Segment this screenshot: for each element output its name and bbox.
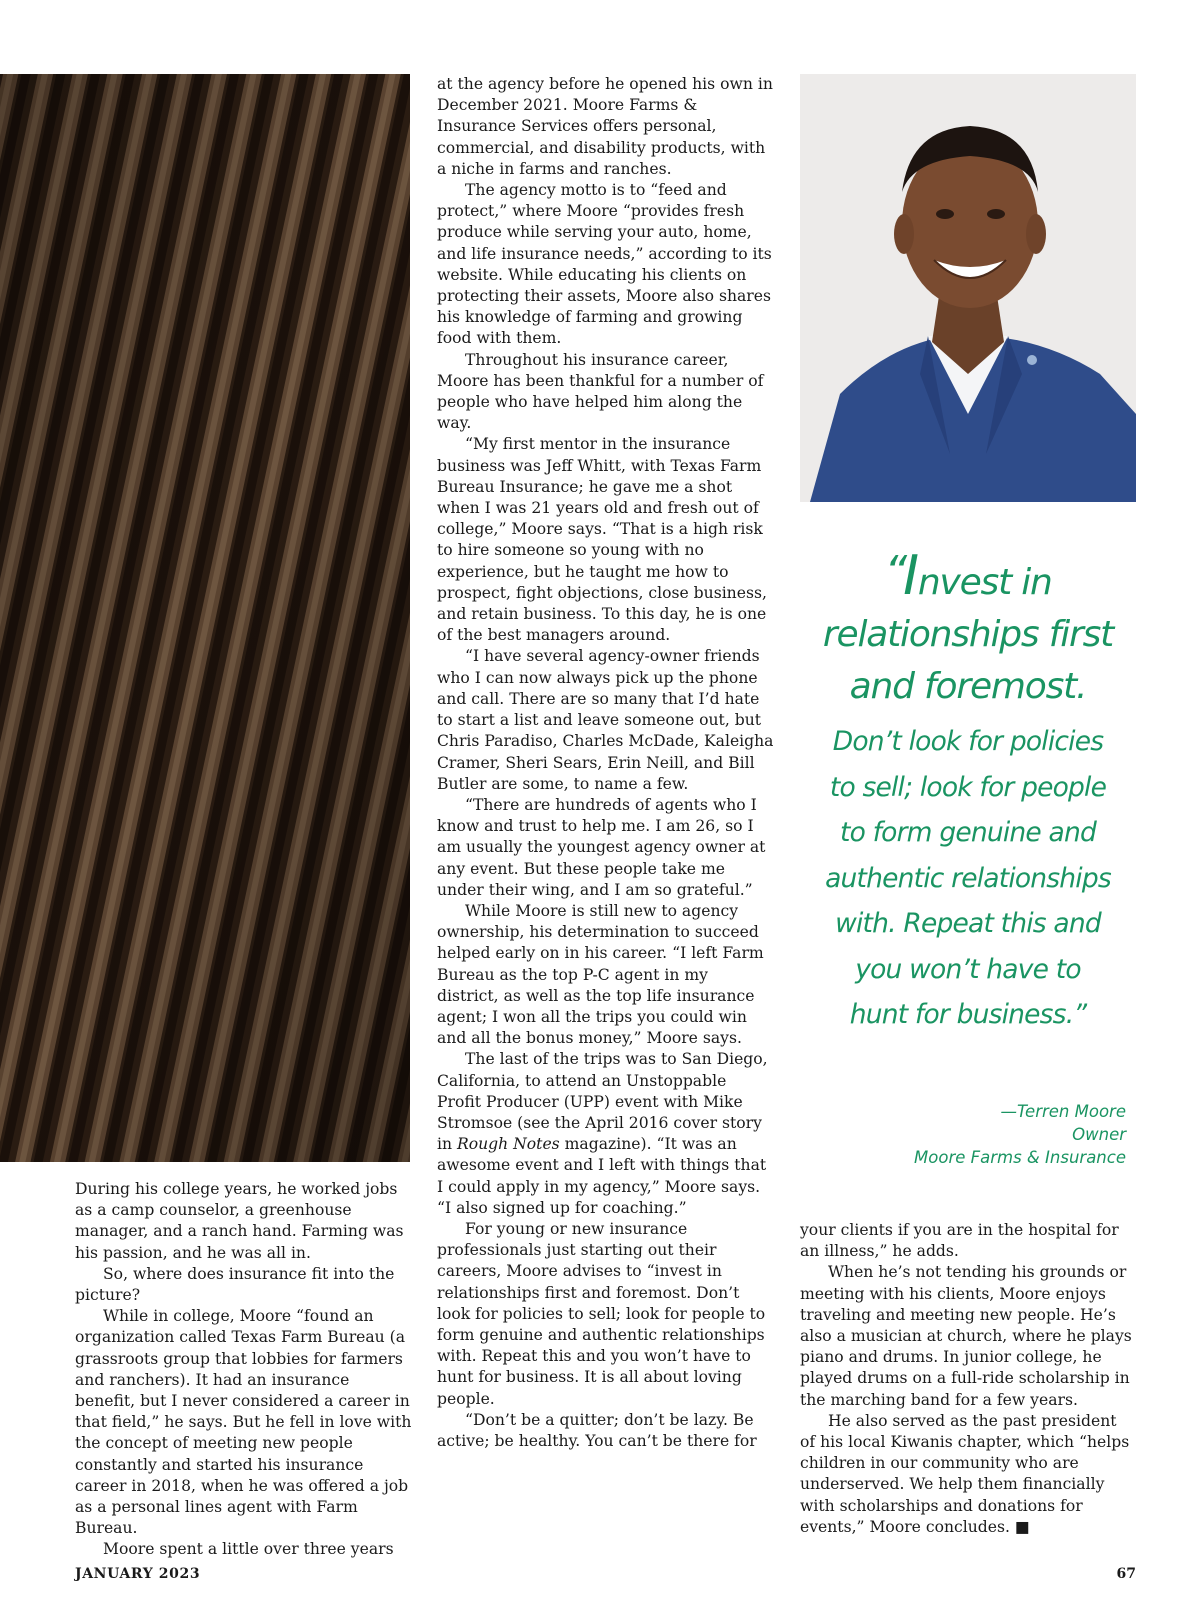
text-run: The last of the trips was to San Diego, California, to attend an Unstoppable Profit Producer (UPP) event with Mike Stromsoe (see the April 2016 cover story in bbox=[437, 1050, 768, 1154]
text-run: He also served as the past president of his local Kiwanis chapter, which “helps children in our community who are underserved. We help them financially with scholarships and donations for events,” Moore concludes. bbox=[800, 1411, 1130, 1536]
paragraph: your clients if you are in the hospital for an illness,” he adds. bbox=[800, 1221, 1119, 1261]
magazine-title: Rough Notes bbox=[457, 1135, 560, 1154]
pull-quote-line: to sell; look for people bbox=[829, 771, 1107, 803]
pull-quote-line: hunt for business.” bbox=[849, 999, 1087, 1030]
end-mark-icon: ■ bbox=[1014, 1517, 1030, 1536]
field-rows-graphic bbox=[0, 74, 410, 1162]
pull-quote-body bbox=[790, 719, 1146, 1038]
paragraph: “My first mentor in the insurance business was Jeff Whitt, with Texas Farm Bureau Insurance; he gave me a shot when I was 21 years old and fresh out of college,” Moore says. “That is a high risk to hire someone so young with no experience, but he taught me how to prospect, fight objections, close business, and retain business. To this day, he is one of the best managers around. bbox=[437, 435, 767, 645]
paragraph: For young or new insurance professionals just starting out their careers, Moore advises to “invest in relationships first and foremost. Don’t look for policies to sell; look for people to form genuine and authentic relationships with. Repeat this and you won’t have to hunt for business. It is all about loving people. bbox=[437, 1219, 766, 1408]
issue-date: JANUARY 2023 bbox=[75, 1566, 201, 1582]
paragraph: “I have several agency-owner friends who I can now always pick up the phone and call. There are so many that I’d hate to start a list and leave someone out, but Chris Paradiso, Charles McDade, Kaleigha Cramer, Sheri Sears, Erin Neill, and Bill Butler are some, to name a few. bbox=[437, 647, 774, 793]
attribution-company: Moore Farms & Insurance bbox=[914, 1148, 1126, 1167]
pull-quote-line: authentic relationships bbox=[825, 862, 1111, 894]
pull-quote-line: with. Repeat this and bbox=[835, 908, 1101, 939]
terren-moore-portrait bbox=[800, 74, 1136, 502]
paragraph: “Don’t be a quitter; don’t be lazy. Be active; be healthy. You can’t be there for bbox=[437, 1410, 757, 1450]
paragraph: So, where does insurance fit into the picture? bbox=[75, 1264, 395, 1305]
paragraph: During his college years, he worked jobs as a camp counselor, a greenhouse manager, and a ranch hand. Farming was his passion, and he was all in. bbox=[75, 1180, 404, 1262]
text-run: magazine). “It was an awesome event and I left with things that I could apply in my agency,” Moore says. “I also signed up for coaching.” bbox=[437, 1135, 767, 1217]
paragraph: While in college, Moore “found an organization called Texas Farm Bureau (a grassroots group that lobbies for farmers and ranchers). It had an insurance benefit, but I never considered a career in that field,” he says. But he fell in love with the concept of meeting new people constantly and started his insurance career in 2018, when he was offered a job as a personal lines agent with Farm Bureau. bbox=[75, 1307, 412, 1538]
attribution-name: —Terren Moore bbox=[1000, 1102, 1126, 1121]
quote-attribution bbox=[820, 1100, 1126, 1169]
paragraph: The agency motto is to “feed and protect,” where Moore “provides fresh produce while serving your auto, home, and life insurance needs,” according to its website. While educating his clients on protecting their assets, Moore also shares his knowledge of farming and growing food with them. bbox=[437, 181, 772, 348]
pull-quote-lead-line-1 bbox=[790, 544, 1146, 609]
open-quote-mark: “ bbox=[884, 547, 904, 598]
portrait-graphic bbox=[800, 74, 1136, 502]
paragraph: When he’s not tending his grounds or meeting with his clients, Moore enjoys traveling and meeting new people. He’s also a musician at church, where he plays piano and drums. In junior college, he played drums on a full-ride scholarship in the marching band for a few years. bbox=[800, 1263, 1132, 1409]
text-run: nvest in bbox=[917, 562, 1052, 603]
pull-quote bbox=[790, 544, 1146, 1038]
paragraph: Moore spent a little over three years bbox=[103, 1540, 394, 1559]
article-column-1 bbox=[75, 1179, 412, 1561]
paragraph: at the agency before he opened his own in December 2021. Moore Farms & Insurance Services offers personal, commercial, and disability products, with a niche in farms and ranches. bbox=[437, 75, 773, 178]
pull-quote-lead-line-3: and foremost. bbox=[849, 666, 1087, 707]
farm-field-photo bbox=[0, 74, 410, 1162]
paragraph bbox=[800, 1411, 1136, 1538]
pull-quote-line: Don’t look for policies bbox=[832, 726, 1104, 757]
drop-cap: I bbox=[903, 544, 918, 607]
pull-quote-line: to form genuine and bbox=[840, 817, 1096, 848]
attribution-title: Owner bbox=[1072, 1125, 1126, 1144]
pull-quote-line: you won’t have to bbox=[855, 953, 1081, 985]
pull-quote-lead-line-2: relationships first bbox=[822, 614, 1114, 655]
article-column-2 bbox=[437, 74, 774, 1452]
paragraph bbox=[437, 1049, 774, 1219]
paragraph: While Moore is still new to agency ownership, his determination to succeed helped early on in his career. “I left Farm Bureau as the top P-C agent in my district, as well as the top life insurance agent; I won all the trips you could win and all the bonus money,” Moore says. bbox=[437, 901, 764, 1048]
page-number: 67 bbox=[1116, 1566, 1136, 1582]
paragraph: Throughout his insurance career, Moore has been thankful for a number of people who have helped him along the way. bbox=[437, 350, 764, 433]
paragraph: “There are hundreds of agents who I know and trust to help me. I am 26, so I am usually the youngest agency owner at any event. But these people take me under their wing, and I am so grateful.” bbox=[437, 795, 766, 899]
article-column-3 bbox=[800, 1220, 1136, 1538]
